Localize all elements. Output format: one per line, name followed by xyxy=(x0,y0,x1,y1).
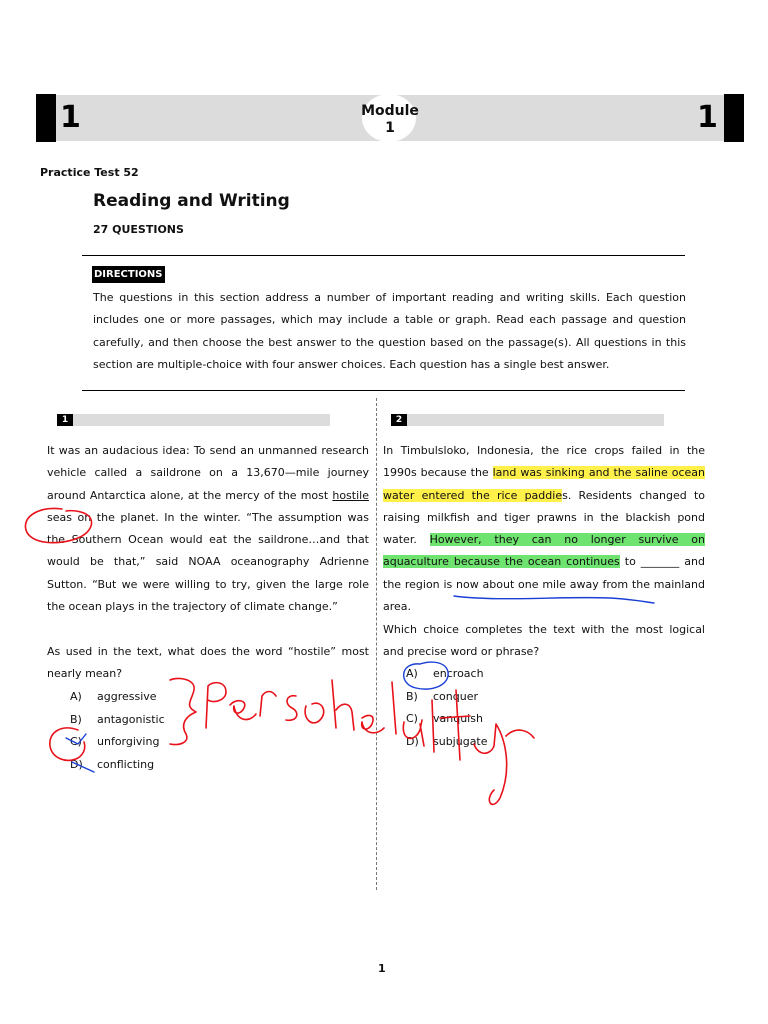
question-1-prompt: As used in the text, what does the word “hostile” most nearly mean? xyxy=(47,645,369,681)
question-1-choices xyxy=(70,686,165,776)
question-2-choices xyxy=(406,663,488,753)
q2-passage-part-a: In Timbulsloko, Indonesia, the rice crops failed in the 1990s because the xyxy=(383,444,705,480)
q2-choice-a[interactable] xyxy=(406,663,488,686)
choice-text: conquer xyxy=(433,689,478,703)
question-2-header-bar xyxy=(392,414,664,426)
choice-letter: A) xyxy=(70,690,82,703)
choice-letter: B) xyxy=(70,712,82,726)
directions-label: DIRECTIONS xyxy=(92,266,165,283)
choice-text: unforgiving xyxy=(97,735,160,748)
question-count: 27 QUESTIONS xyxy=(93,223,184,236)
choice-letter: C) xyxy=(70,735,82,748)
q2-passage-part-c: to _______ and the region is now about one mile away from the mainland area. xyxy=(383,555,705,614)
left-module-number: 1 xyxy=(60,100,81,135)
module-label-line2: 1 xyxy=(385,120,395,136)
right-black-tab xyxy=(724,94,744,142)
column-divider xyxy=(376,398,377,890)
choice-text: encroach xyxy=(433,667,484,680)
q2-yellow-highlight: land was sinking and the saline ocean water entered the rice paddie xyxy=(383,466,705,502)
red-brace xyxy=(170,678,196,744)
q2-choice-d[interactable] xyxy=(406,731,488,754)
practice-test-label: Practice Test 52 xyxy=(40,166,139,179)
question-2-prompt: Which choice completes the text with the most logical and precise word or phrase? xyxy=(383,623,705,659)
q1-choice-b[interactable] xyxy=(70,709,165,732)
section-title: Reading and Writing xyxy=(93,191,290,211)
choice-text: aggressive xyxy=(97,690,157,703)
page-number: 1 xyxy=(378,962,386,975)
directions-top-rule xyxy=(82,255,685,256)
choice-letter: A) xyxy=(406,667,418,680)
choice-text: antagonistic xyxy=(97,712,165,726)
choice-letter: C) xyxy=(406,712,418,725)
question-1-passage xyxy=(47,440,369,618)
question-1-header-bar xyxy=(58,414,330,426)
module-label xyxy=(340,103,440,137)
question-2-number: 2 xyxy=(391,414,407,426)
q2-passage-part-b: s. Residents changed to raising milkfish and tiger prawns in the blackish pond water. xyxy=(383,488,705,547)
q1-passage-part-b: seas on the planet. In the winter. “The assumption was the Southern Ocean would eat the saildrone…and that would be that,” said NOAA oceanography Adrienne Sutton. “But we were willing to try, given the large role the ocean plays in the trajectory of climate change.” xyxy=(47,510,369,614)
choice-letter: B) xyxy=(406,689,418,703)
question-2-passage xyxy=(383,440,705,618)
choice-text: vanquish xyxy=(433,712,483,725)
q1-choice-c[interactable] xyxy=(70,731,165,754)
left-black-tab xyxy=(36,94,56,142)
module-label-line1: Module xyxy=(361,103,419,119)
choice-letter: D) xyxy=(406,734,419,748)
choice-letter: D) xyxy=(70,757,83,771)
q1-passage-part-a: It was an audacious idea: To send an unmanned research vehicle called a saildrone on a 13,670—mile journey around Antarctica alone, at the mercy of the most xyxy=(47,444,369,502)
q2-choice-b[interactable] xyxy=(406,686,488,709)
directions-text: The questions in this section address a number of important reading and writing skills. Each question includes one or more passages, which may include a table or graph. Read each passage and question carefully, and then choose the best answer to the question based on the passage(s). All questions in this section are multiple-choice with four answer choices. Each question has a single best answer. xyxy=(93,291,686,371)
q1-choice-d[interactable] xyxy=(70,754,165,777)
q2-green-highlight: However, they can no longer survive on aquaculture because the ocean continues xyxy=(383,533,705,569)
right-module-number: 1 xyxy=(697,100,718,135)
question-1-number: 1 xyxy=(57,414,73,426)
q2-choice-c[interactable] xyxy=(406,708,488,731)
q1-choice-a[interactable] xyxy=(70,686,165,709)
directions-bottom-rule xyxy=(82,390,685,391)
choice-text: conflicting xyxy=(97,757,155,771)
choice-text: subjugate xyxy=(433,734,488,748)
q1-underlined-word: hostile xyxy=(332,488,369,502)
